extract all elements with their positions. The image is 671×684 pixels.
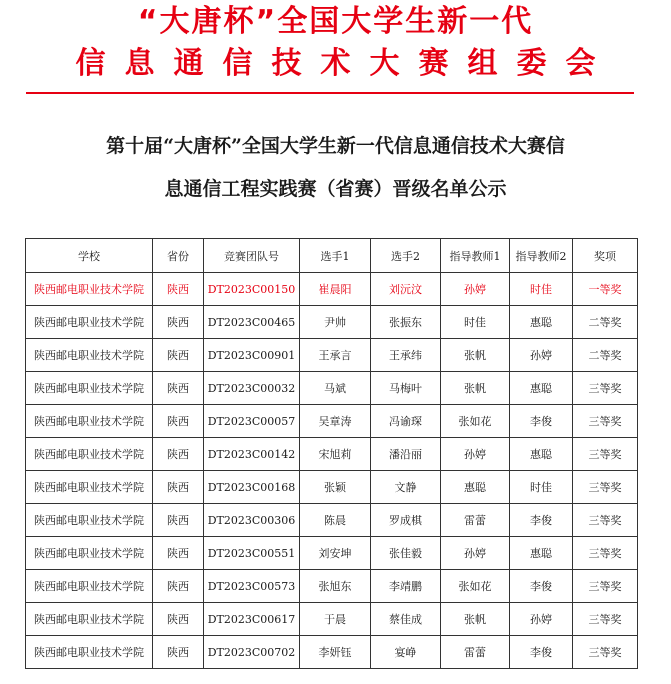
- promotion-list-table: [25, 238, 638, 669]
- cell-advisor2: 李俊: [510, 636, 573, 669]
- cell-team-id: DT2023C00168: [204, 471, 300, 504]
- cell-player1: 马斌: [300, 372, 371, 405]
- table-row: [26, 339, 638, 372]
- cell-province: 陕西: [153, 438, 204, 471]
- cell-award: 三等奖: [573, 471, 638, 504]
- table-row: [26, 438, 638, 471]
- cell-award: 二等奖: [573, 339, 638, 372]
- document-title-line1: 第十届“大唐杯”全国大学生新一代信息通信技术大赛信: [106, 135, 565, 157]
- cell-player2: 罗成棋: [371, 504, 441, 537]
- cell-advisor1: 雷蕾: [441, 504, 510, 537]
- cell-player1: 王承言: [300, 339, 371, 372]
- cell-team-id: DT2023C00617: [204, 603, 300, 636]
- cell-player1: 宋旭莉: [300, 438, 371, 471]
- cell-province: 陕西: [153, 273, 204, 306]
- column-header-province: 省份: [153, 239, 204, 273]
- cell-province: 陕西: [153, 306, 204, 339]
- cell-player1: 崔晨阳: [300, 273, 371, 306]
- cell-advisor1: 张帆: [441, 339, 510, 372]
- cell-player1: 李妍钰: [300, 636, 371, 669]
- cell-team-id: DT2023C00306: [204, 504, 300, 537]
- cell-advisor2: 惠聪: [510, 438, 573, 471]
- column-header-award: 奖项: [573, 239, 638, 273]
- table-body: [26, 273, 638, 669]
- cell-school: 陕西邮电职业技术学院: [26, 471, 153, 504]
- cell-school: 陕西邮电职业技术学院: [26, 372, 153, 405]
- cell-advisor2: 时佳: [510, 273, 573, 306]
- table-row: [26, 636, 638, 669]
- cell-team-id: DT2023C00465: [204, 306, 300, 339]
- cell-player1: 刘安坤: [300, 537, 371, 570]
- cell-province: 陕西: [153, 339, 204, 372]
- cell-province: 陕西: [153, 504, 204, 537]
- cell-advisor2: 惠聪: [510, 306, 573, 339]
- cell-team-id: DT2023C00032: [204, 372, 300, 405]
- column-header-player1: 选手1: [300, 239, 371, 273]
- table-row: [26, 471, 638, 504]
- cell-province: 陕西: [153, 537, 204, 570]
- cell-player2: 刘沅汶: [371, 273, 441, 306]
- table-row: [26, 603, 638, 636]
- cell-school: 陕西邮电职业技术学院: [26, 306, 153, 339]
- cell-advisor1: 张如花: [441, 570, 510, 603]
- cell-school: 陕西邮电职业技术学院: [26, 504, 153, 537]
- cell-advisor1: 孙婷: [441, 438, 510, 471]
- cell-team-id: DT2023C00901: [204, 339, 300, 372]
- cell-award: 三等奖: [573, 405, 638, 438]
- committee-header-line2: 信息通信技术大赛组委会: [75, 46, 615, 81]
- cell-player1: 吴章涛: [300, 405, 371, 438]
- table-header-row: [26, 239, 638, 273]
- cell-team-id: DT2023C00702: [204, 636, 300, 669]
- cell-school: 陕西邮电职业技术学院: [26, 438, 153, 471]
- cell-advisor2: 孙婷: [510, 339, 573, 372]
- table-row: [26, 273, 638, 306]
- table-row: [26, 306, 638, 339]
- cell-advisor1: 孙婷: [441, 273, 510, 306]
- cell-team-id: DT2023C00142: [204, 438, 300, 471]
- cell-award: 三等奖: [573, 603, 638, 636]
- cell-player1: 于晨: [300, 603, 371, 636]
- table-row: [26, 372, 638, 405]
- cell-player2: 冯谕琛: [371, 405, 441, 438]
- cell-player2: 文静: [371, 471, 441, 504]
- cell-award: 三等奖: [573, 372, 638, 405]
- cell-school: 陕西邮电职业技术学院: [26, 273, 153, 306]
- cell-player1: 尹帅: [300, 306, 371, 339]
- cell-province: 陕西: [153, 405, 204, 438]
- cell-award: 三等奖: [573, 438, 638, 471]
- column-header-school: 学校: [26, 239, 153, 273]
- cell-award: 三等奖: [573, 504, 638, 537]
- cell-advisor2: 时佳: [510, 471, 573, 504]
- cell-player2: 李靖鹏: [371, 570, 441, 603]
- cell-school: 陕西邮电职业技术学院: [26, 405, 153, 438]
- cell-advisor2: 孙婷: [510, 603, 573, 636]
- cell-province: 陕西: [153, 570, 204, 603]
- cell-advisor1: 张如花: [441, 405, 510, 438]
- cell-player2: 宴峥: [371, 636, 441, 669]
- header-divider: [26, 92, 634, 94]
- table-row: [26, 537, 638, 570]
- cell-advisor1: 雷蕾: [441, 636, 510, 669]
- cell-player1: 张旭东: [300, 570, 371, 603]
- cell-school: 陕西邮电职业技术学院: [26, 570, 153, 603]
- cell-player2: 马梅叶: [371, 372, 441, 405]
- column-header-advisor1: 指导教师1: [441, 239, 510, 273]
- document-title-line2: 息通信工程实践赛（省赛）晋级名单公示: [164, 178, 507, 200]
- cell-advisor1: 孙婷: [441, 537, 510, 570]
- cell-province: 陕西: [153, 372, 204, 405]
- cell-advisor1: 张帆: [441, 372, 510, 405]
- cell-province: 陕西: [153, 471, 204, 504]
- cell-team-id: DT2023C00551: [204, 537, 300, 570]
- cell-player2: 王承纬: [371, 339, 441, 372]
- cell-player2: 潘沿丽: [371, 438, 441, 471]
- cell-player2: 张佳毅: [371, 537, 441, 570]
- cell-advisor1: 惠聪: [441, 471, 510, 504]
- cell-award: 二等奖: [573, 306, 638, 339]
- committee-header-line1: “大唐杯”全国大学生新一代: [137, 4, 534, 39]
- table-row: [26, 504, 638, 537]
- cell-player2: 张振东: [371, 306, 441, 339]
- cell-player1: 张颖: [300, 471, 371, 504]
- cell-advisor2: 李俊: [510, 504, 573, 537]
- cell-award: 三等奖: [573, 636, 638, 669]
- cell-award: 三等奖: [573, 537, 638, 570]
- cell-team-id: DT2023C00057: [204, 405, 300, 438]
- cell-award: 一等奖: [573, 273, 638, 306]
- cell-school: 陕西邮电职业技术学院: [26, 537, 153, 570]
- cell-advisor1: 时佳: [441, 306, 510, 339]
- column-header-advisor2: 指导教师2: [510, 239, 573, 273]
- cell-advisor2: 惠聪: [510, 537, 573, 570]
- cell-award: 三等奖: [573, 570, 638, 603]
- cell-team-id: DT2023C00150: [204, 273, 300, 306]
- cell-school: 陕西邮电职业技术学院: [26, 636, 153, 669]
- table-row: [26, 405, 638, 438]
- cell-player2: 蔡佳成: [371, 603, 441, 636]
- cell-province: 陕西: [153, 636, 204, 669]
- cell-advisor2: 惠聪: [510, 372, 573, 405]
- column-header-team-id: 竞赛团队号: [204, 239, 300, 273]
- table-row: [26, 570, 638, 603]
- cell-advisor2: 李俊: [510, 570, 573, 603]
- cell-team-id: DT2023C00573: [204, 570, 300, 603]
- cell-school: 陕西邮电职业技术学院: [26, 339, 153, 372]
- cell-advisor1: 张帆: [441, 603, 510, 636]
- column-header-player2: 选手2: [371, 239, 441, 273]
- cell-player1: 陈晨: [300, 504, 371, 537]
- cell-advisor2: 李俊: [510, 405, 573, 438]
- cell-school: 陕西邮电职业技术学院: [26, 603, 153, 636]
- cell-province: 陕西: [153, 603, 204, 636]
